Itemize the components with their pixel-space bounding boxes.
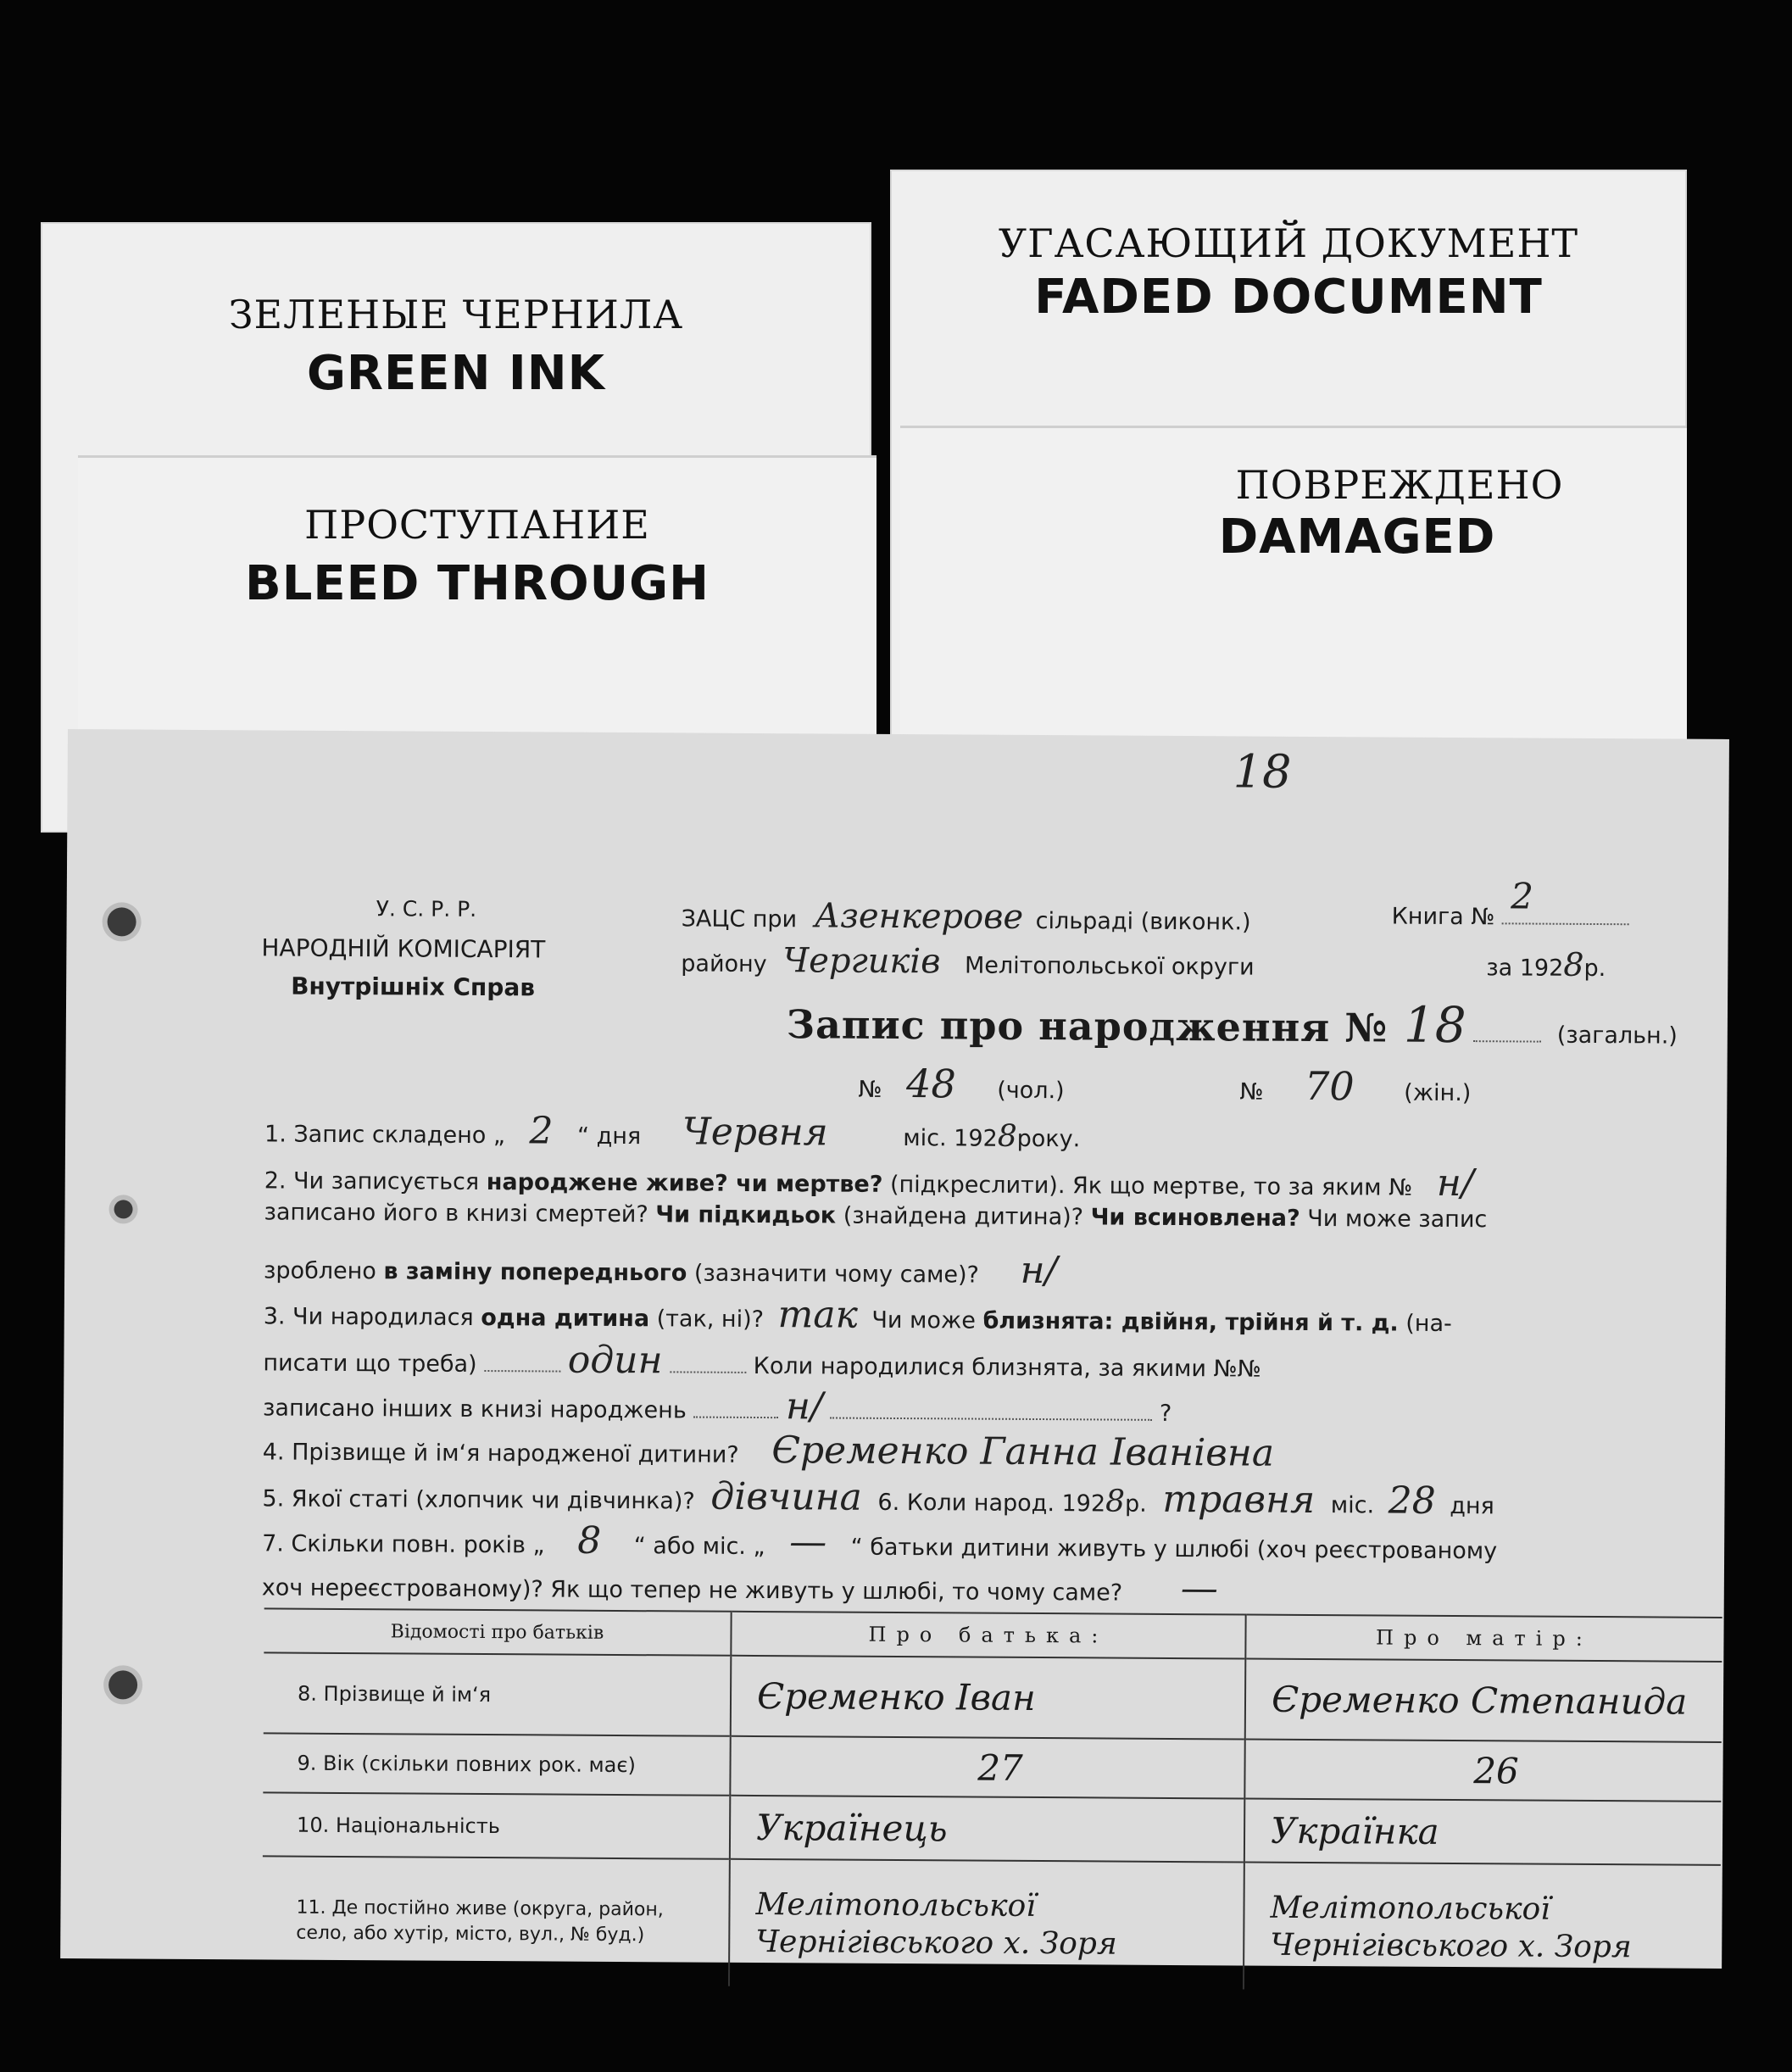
mother-name: Єременко Степанида xyxy=(1271,1678,1688,1723)
female-number: 70 xyxy=(1304,1062,1355,1110)
birth-record-sheet xyxy=(60,729,1729,1969)
text: (зазначити чому саме)? xyxy=(693,1260,979,1289)
text: народжене живе? чи мертве? xyxy=(486,1169,883,1198)
column-header: Відомості про батьків xyxy=(264,1608,731,1655)
text: одна дитина xyxy=(481,1304,650,1333)
total-label: (загальн.) xyxy=(1556,1022,1678,1050)
card-label-en: DAMAGED xyxy=(1218,510,1496,565)
card-label-ru: ПРОСТУПАНИЕ xyxy=(304,502,650,548)
district-value: Чергиків xyxy=(782,941,941,982)
text: 6. Коли народ. 192 xyxy=(877,1489,1106,1518)
line-3 xyxy=(264,1199,1487,1233)
year-label: за 192 xyxy=(1486,955,1564,982)
line-4 xyxy=(264,1244,1058,1292)
card-label-ru: ЗЕЛЕНЫЕ ЧЕРНИЛА xyxy=(228,292,684,337)
marriage-months: — xyxy=(789,1520,827,1564)
father-residence: Мелітопольської Чернігівського х. Зоря xyxy=(755,1886,1117,1962)
row-label: 11. Де постійно живе (округа, район, село, або хутір, місто, вул., № буд.) xyxy=(262,1856,730,1986)
text: 5. Якої статі (хлопчик чи дівчинка)? xyxy=(262,1485,695,1515)
text: “ дня xyxy=(576,1122,642,1150)
text: р. xyxy=(1124,1490,1147,1518)
card-label-ru: УГАСАЮЩИЙ ДОКУМЕНТ xyxy=(998,220,1579,266)
line-10 xyxy=(262,1517,1497,1568)
twins-records-value: н/ xyxy=(785,1384,823,1429)
text: 2. Чи записується xyxy=(264,1167,480,1195)
header-ussr: У. С. Р. Р. xyxy=(376,896,477,922)
replacement-value: н/ xyxy=(1020,1248,1058,1293)
zags-value: Азенкерове xyxy=(814,896,1024,937)
mother-age: 26 xyxy=(1473,1749,1519,1791)
punch-hole xyxy=(109,1670,137,1699)
text: Чи може запис xyxy=(1307,1205,1488,1234)
line-11 xyxy=(262,1561,1218,1610)
text: міс. 192 xyxy=(903,1125,998,1152)
record-title: Запис про народження № xyxy=(786,1001,1389,1051)
text: 1. Запис складено „ xyxy=(264,1121,505,1150)
record-month: Червня xyxy=(682,1110,828,1155)
district-row xyxy=(681,940,1255,983)
card-label-en: FADED DOCUMENT xyxy=(1034,270,1543,325)
no-label: № xyxy=(858,1076,882,1103)
text: писати що треба) xyxy=(263,1350,477,1378)
record-title-row xyxy=(787,992,1678,1055)
punch-hole xyxy=(108,907,136,936)
record-day: 2 xyxy=(529,1109,554,1153)
text: Чи може xyxy=(871,1306,976,1334)
text: “ батьки дитини живуть у шлюбі (хоч реєстрованому xyxy=(850,1534,1498,1565)
mother-residence: Мелітопольської Чернігівського х. Зоря xyxy=(1270,1890,1632,1964)
father-age: 27 xyxy=(977,1746,1023,1789)
text: зроблено xyxy=(264,1257,376,1285)
text: “ або міс. „ xyxy=(633,1533,765,1561)
text: Чи всиновлена? xyxy=(1090,1204,1300,1232)
female-number-row xyxy=(1239,1062,1471,1110)
line-7 xyxy=(263,1381,1172,1430)
table-row xyxy=(264,1652,1722,1742)
row-label: 10. Національність xyxy=(263,1792,730,1858)
male-number: 48 xyxy=(905,1061,956,1107)
father-nationality: Українець xyxy=(755,1806,948,1850)
zags-label: ЗАЦС при xyxy=(681,905,798,933)
not-married-reason: — xyxy=(1180,1567,1218,1611)
female-label: (жін.) xyxy=(1404,1079,1472,1107)
card-label-en: BLEED THROUGH xyxy=(245,556,710,611)
line-1 xyxy=(264,1107,1080,1156)
card-label-en: GREEN INK xyxy=(306,346,606,401)
year-value: 8 xyxy=(1563,945,1584,983)
year-row xyxy=(1486,945,1606,983)
record-number: 18 xyxy=(1403,995,1466,1055)
table-row xyxy=(262,1856,1721,1992)
birth-day: 28 xyxy=(1388,1479,1436,1523)
book-value: 2 xyxy=(1511,875,1534,917)
line-5 xyxy=(264,1289,1452,1340)
death-book-number: н/ xyxy=(1436,1161,1474,1206)
marriage-years: 8 xyxy=(577,1518,602,1562)
birth-year: 8 xyxy=(1105,1484,1126,1519)
male-number-row xyxy=(858,1061,1065,1107)
column-header: Про матір: xyxy=(1245,1615,1722,1662)
twins-value: один xyxy=(567,1338,663,1383)
birth-month: травня xyxy=(1162,1477,1316,1523)
corner-number: 18 xyxy=(1233,744,1292,799)
row-label: 8. Прізвище й ім‘я xyxy=(264,1652,732,1735)
row-label: 9. Вік (скільки повних рок. має) xyxy=(263,1733,730,1795)
child-name: Єременко Ганна Іванівна xyxy=(771,1429,1275,1475)
header-internal-affairs: Внутрішніх Справ xyxy=(291,972,536,1002)
no-label: № xyxy=(1239,1078,1264,1106)
parents-table xyxy=(262,1607,1722,1991)
text: (так, ні)? xyxy=(656,1306,765,1334)
text: Коли народилися близнята, за якими №№ xyxy=(753,1352,1261,1383)
text: ? xyxy=(1159,1400,1172,1427)
single-child-value: так xyxy=(777,1293,859,1337)
text: записано інших в книзі народжень xyxy=(263,1395,687,1424)
text: близнята: двійня, трійня й т. д. xyxy=(982,1307,1399,1337)
text: (підкреслити). Як що мертве, то за яким № xyxy=(889,1171,1413,1201)
header-commissariat: НАРОДНІЙ КОМІСАРІЯТ xyxy=(261,933,546,964)
okruha-label: Мелітопольської округи xyxy=(964,952,1255,981)
line-9 xyxy=(262,1472,1494,1523)
mother-nationality: Українка xyxy=(1270,1809,1439,1852)
text: хоч нереєстрованому)? Як що тепер не живуть у шлюбі, то чому саме? xyxy=(261,1574,1123,1607)
book-row xyxy=(1391,875,1630,932)
record-year: 8 xyxy=(997,1118,1017,1154)
table-row xyxy=(263,1792,1721,1865)
text: (знайдена дитина)? xyxy=(843,1202,1084,1231)
text: 7. Скільки повн. років „ xyxy=(262,1530,545,1559)
punch-hole xyxy=(114,1200,132,1218)
text: (на- xyxy=(1405,1310,1452,1337)
line-8 xyxy=(263,1425,1275,1474)
column-header: Про батька: xyxy=(731,1612,1245,1659)
zags-row xyxy=(682,895,1251,938)
damaged-card xyxy=(900,428,1687,750)
line-2 xyxy=(264,1154,1474,1205)
text: записано його в книзі смертей? xyxy=(264,1199,648,1228)
text: 4. Прізвище й ім‘я народженої дитини? xyxy=(262,1439,739,1468)
father-name: Єременко Іван xyxy=(756,1674,1036,1718)
table-row xyxy=(263,1733,1721,1802)
card-label-ru: ПОВРЕЖДЕНО xyxy=(1235,462,1564,508)
child-sex: дівчина xyxy=(710,1474,863,1519)
text: міс. xyxy=(1330,1492,1375,1519)
line-6 xyxy=(263,1336,1261,1385)
text: 3. Чи народилася xyxy=(263,1303,474,1331)
text: Чи підкидьок xyxy=(655,1201,837,1229)
year-suffix: р. xyxy=(1583,955,1606,983)
male-label: (чол.) xyxy=(997,1077,1065,1105)
council-label: сільраді (виконк.) xyxy=(1035,907,1251,936)
book-label: Книга № xyxy=(1391,903,1495,931)
text: в заміну попереднього xyxy=(383,1258,687,1287)
text: дня xyxy=(1450,1492,1494,1520)
text: року. xyxy=(1016,1125,1081,1153)
district-label: району xyxy=(681,950,767,978)
